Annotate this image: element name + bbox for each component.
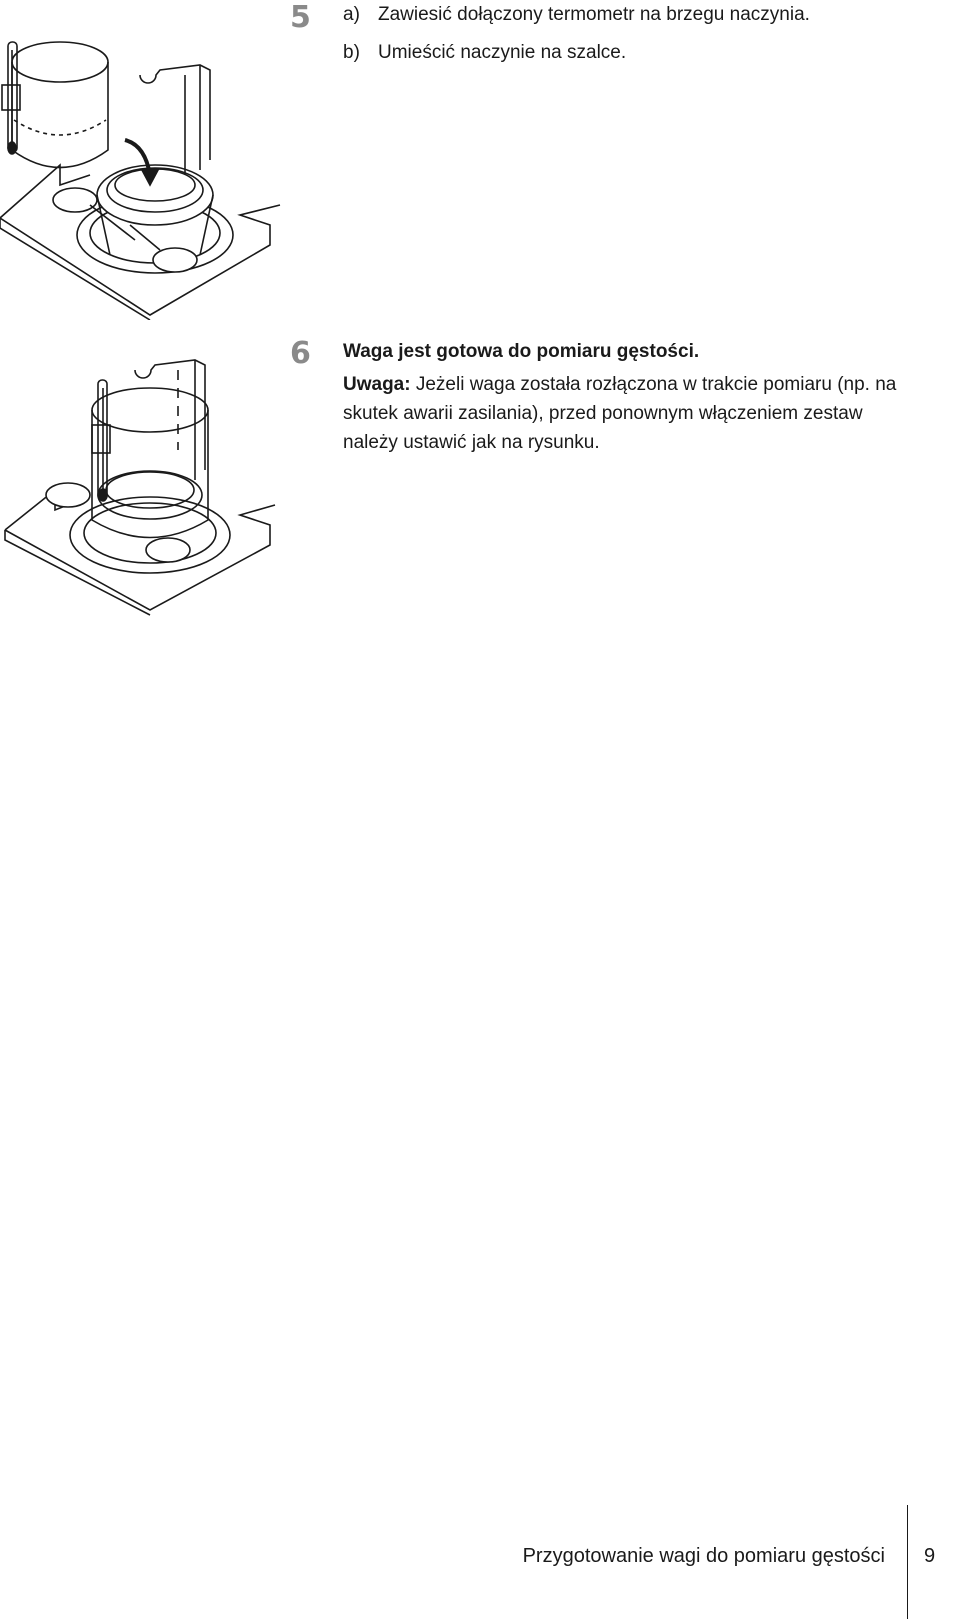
note-label: Uwaga: [343, 374, 411, 395]
step-5-item-b [343, 38, 626, 68]
item-label: a) [343, 4, 360, 25]
item-label: b) [343, 42, 360, 63]
step-number-6: 6 [290, 336, 311, 371]
page-number: 9 [924, 1545, 936, 1567]
footer-title: Przygotowanie wagi do pomiaru gęstości [522, 1545, 885, 1567]
step-6-note-line-3: należy ustawić jak na rysunku. [343, 432, 600, 453]
note-text: Jeżeli waga została rozłączona w trakcie pomiaru (np. na [410, 374, 897, 395]
footer-divider [907, 1505, 908, 1619]
step-5-item-a [343, 0, 810, 30]
illustration-step-6 [0, 330, 290, 620]
step-6-heading: Waga jest gotowa do pomiaru gęstości. [343, 341, 700, 362]
step-number-5: 5 [290, 0, 311, 35]
step-6-note-line-1 [343, 370, 896, 400]
illustration-step-5 [0, 0, 290, 320]
item-text: Umieścić naczynie na szalce. [378, 42, 627, 63]
item-text: Zawiesić dołączony termometr na brzegu naczynia. [378, 4, 810, 25]
step-6-note-line-2: skutek awarii zasilania), przed ponownym włączeniem zestaw [343, 403, 863, 424]
